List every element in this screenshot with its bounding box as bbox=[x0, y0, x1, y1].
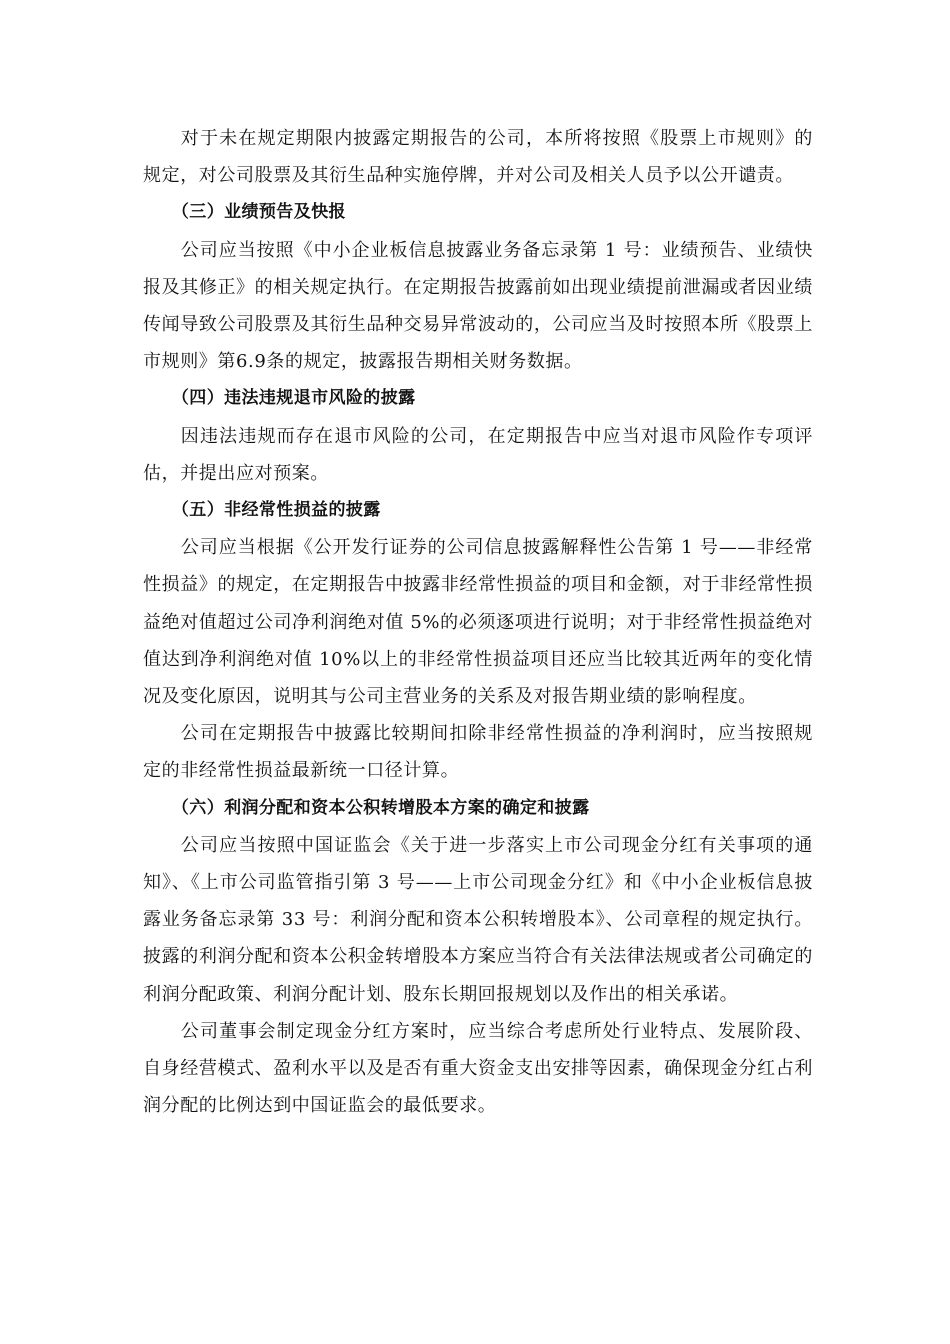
paragraph-cash-dividend: 公司董事会制定现金分红方案时，应当综合考虑所处行业特点、发展阶段、自身经营模式、盈利水平以及是否有重大资金支出安排等因素，确保现金分红占利润分配的比例达到中国证监会的最低要求。 bbox=[143, 1020, 813, 1117]
paragraph-penalty: 对于未在规定期限内披露定期报告的公司，本所将按照《股票上市规则》的规定，对公司股票及其衍生品种实施停牌，并对公司及相关人员予以公开谴责。 bbox=[143, 128, 813, 187]
heading-non-recurring: （五）非经常性损益的披露 bbox=[171, 500, 381, 521]
paragraph-delisting-risk: 因违法违规而存在退市风险的公司，在定期报告中应当对退市风险作专项评估，并提出应对预案。 bbox=[143, 425, 813, 484]
heading-performance-forecast: （三）业绩预告及快报 bbox=[171, 202, 346, 223]
paragraph-profit-distribution: 公司应当按照中国证监会《关于进一步落实上市公司现金分红有关事项的通知》、《上市公司监管指引第 3 号——上市公司现金分红》和《中小企业板信息披露业务备忘录第 33 号：利润分配和资本公积转增股本》、公司章程的规定执行。披露的利润分配和资本公积金转增股本方案应当符合有关法律法规或者公司确定的利润分配政策、利润分配计划、股东长期回报规划以及作出的相关承诺。 bbox=[143, 834, 813, 1005]
paragraph-performance-forecast: 公司应当按照《中小企业板信息披露业务备忘录第 1 号：业绩预告、业绩快报及其修正》的相关规定执行。在定期报告披露前如出现业绩提前泄漏或者因业绩传闻导致公司股票及其衍生品种交易异常波动的，公司应当及时按照本所《股票上市规则》第6.9条的规定，披露报告期相关财务数据。 bbox=[143, 239, 813, 373]
heading-profit-distribution: （六）利润分配和资本公积转增股本方案的确定和披露 bbox=[171, 797, 590, 818]
heading-delisting-risk: （四）违法违规退市风险的披露 bbox=[171, 388, 416, 409]
document-body bbox=[143, 120, 813, 1124]
paragraph-non-recurring: 公司应当根据《公开发行证券的公司信息披露解释性公告第 1 号——非经常性损益》的规定，在定期报告中披露非经常性损益的项目和金额，对于非经常性损益绝对值超过公司净利润绝对值 5%的必须逐项进行说明；对于非经常性损益绝对值达到净利润绝对值 10%以上的非经常性损益项目还应当比较其近两年的变化情况及变化原因，说明其与公司主营业务的关系及对报告期业绩的影响程度。 bbox=[143, 537, 813, 708]
paragraph-non-recurring-comparison: 公司在定期报告中披露比较期间扣除非经常性损益的净利润时，应当按照规定的非经常性损益最新统一口径计算。 bbox=[143, 723, 813, 782]
